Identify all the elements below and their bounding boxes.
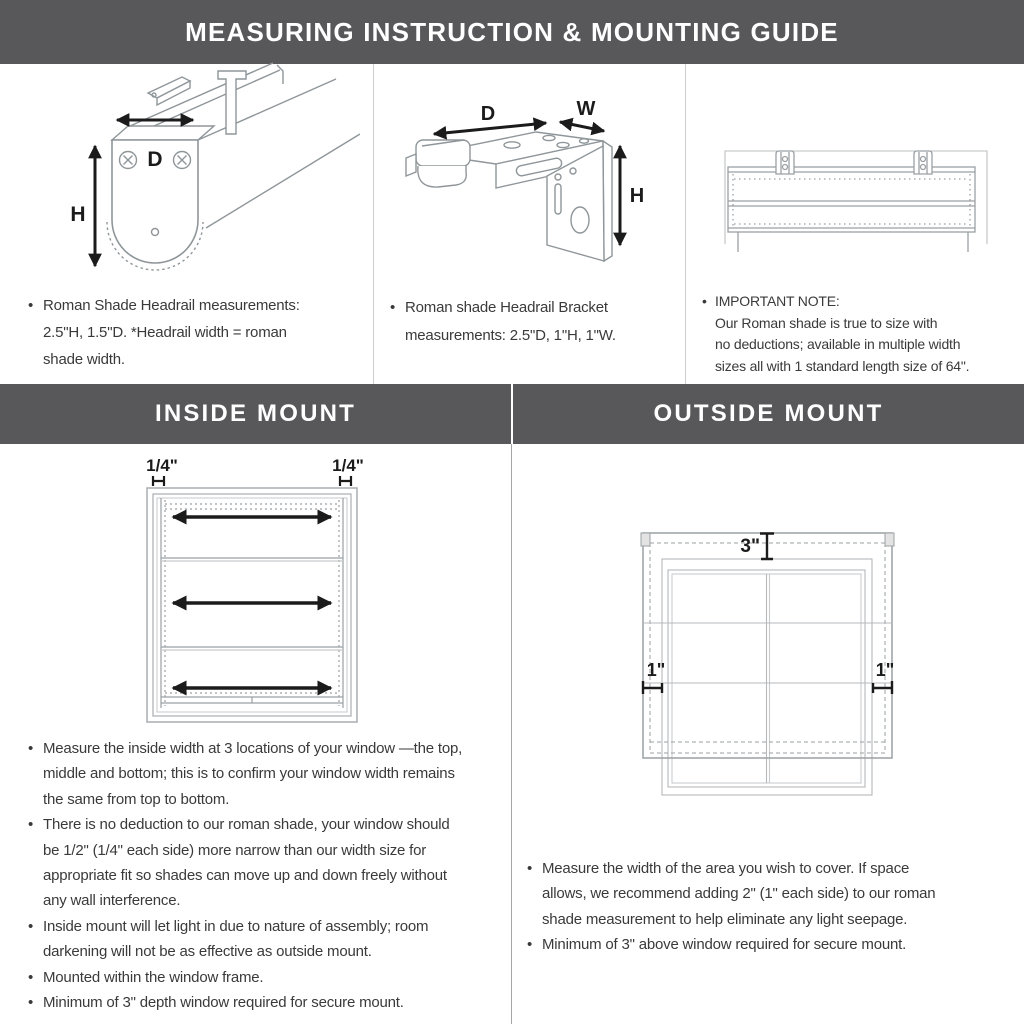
list-item: • Minimum of 3" depth window required for secure mount. bbox=[28, 990, 462, 1015]
left-gap-label: 1" bbox=[646, 660, 666, 680]
outside-mount-heading: OUTSIDE MOUNT bbox=[653, 400, 884, 427]
inside-mount-diagram bbox=[100, 450, 430, 740]
column-divider-right bbox=[685, 64, 686, 384]
bracket-measurements-note bbox=[390, 294, 616, 349]
outside-mount-heading-bar bbox=[513, 384, 1024, 444]
list-item: • Minimum of 3" above window required for secure mount. bbox=[527, 932, 935, 957]
right-gap-label: 1" bbox=[875, 660, 895, 680]
headrail-measurements-note bbox=[28, 292, 300, 373]
width-label: W bbox=[576, 98, 596, 120]
list-item: • Mounted within the window frame. bbox=[28, 965, 462, 990]
headrail-diagram bbox=[30, 62, 360, 287]
important-note-title: • IMPORTANT NOTE: bbox=[715, 293, 840, 309]
page-title: MEASURING INSTRUCTION & MOUNTING GUIDE bbox=[185, 16, 839, 47]
list-item: • Roman Shade Headrail measurements: 2.5"H, 1.5"D. *Headrail width = roman shade width. bbox=[28, 292, 300, 373]
list-item: • There is no deduction to our roman shade, your window should be 1/2" (1/4" each side) more narrow than our width size for appropriate fit so shades can move up and down freely without any wall interference. bbox=[28, 812, 462, 914]
column-divider-left bbox=[373, 64, 374, 384]
list-item: • IMPORTANT NOTE: Our Roman shade is true to size with no deductions; available in multiple width sizes all with 1 standard length size of 64". bbox=[702, 291, 969, 378]
height-label: H bbox=[70, 203, 86, 226]
outside-mount-diagram bbox=[600, 510, 940, 820]
inside-mount-heading: INSIDE MOUNT bbox=[154, 400, 357, 427]
height-label: H bbox=[629, 185, 645, 207]
outside-mount-instructions bbox=[527, 856, 935, 958]
depth-label: D bbox=[480, 103, 496, 125]
section-divider bbox=[511, 444, 512, 1024]
depth-label: D bbox=[147, 148, 163, 171]
left-gap-label: 1/4" bbox=[146, 456, 178, 475]
list-item: • Measure the width of the area you wish to cover. If space allows, we recommend adding 2" (1" each side) to our roman shade measurement to help eliminate any light seepage. bbox=[527, 856, 935, 932]
page-title-bar bbox=[0, 0, 1024, 64]
list-item: • Measure the inside width at 3 locations of your window —the top, middle and bottom; this is to confirm your window width remains the same from top to bottom. bbox=[28, 736, 462, 812]
inside-mount-instructions bbox=[28, 736, 462, 1015]
right-gap-label: 1/4" bbox=[332, 456, 364, 475]
top-gap-label: 3" bbox=[740, 536, 760, 557]
list-item: • Roman shade Headrail Bracket measurements: 2.5"D, 1"H, 1"W. bbox=[390, 294, 616, 349]
important-note bbox=[702, 291, 969, 378]
list-item: • Inside mount will let light in due to nature of assembly; room darkening will not be as effective as outside mount. bbox=[28, 914, 462, 965]
headrail-front-view-diagram bbox=[700, 124, 1024, 274]
inside-mount-heading-bar bbox=[0, 384, 511, 444]
bracket-diagram bbox=[400, 84, 680, 279]
